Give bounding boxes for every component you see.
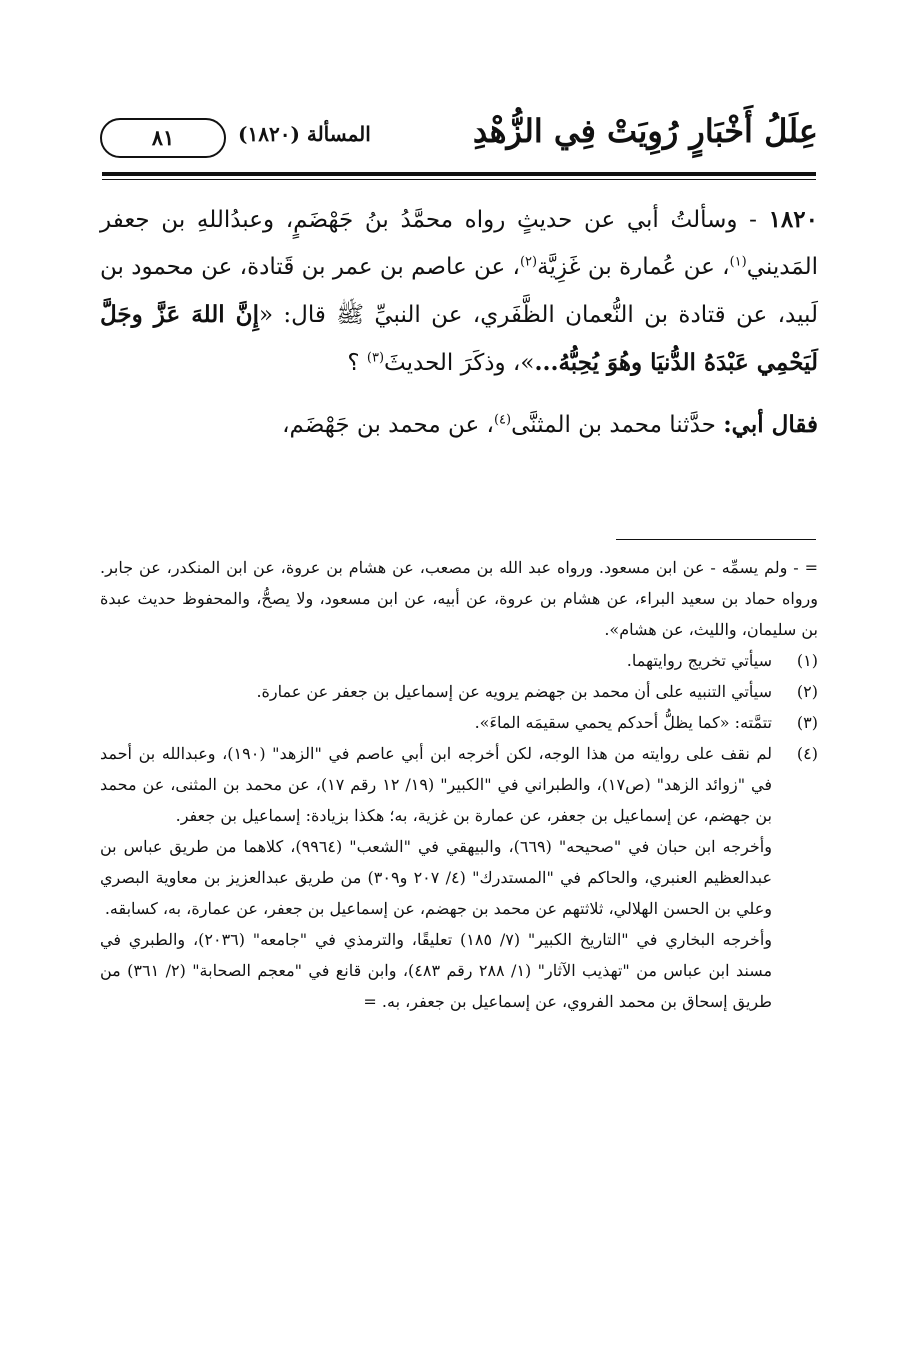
page-number: ٨١ — [100, 118, 226, 158]
footnote-mark: (١) — [796, 651, 818, 670]
header-rule-thick — [102, 172, 816, 176]
footnote-paragraph: وأخرجه ابن حبان في "صحيحه" (٦٦٩)، والبيهقي في "الشعب" (٩٩٦٤)، كلاهما من طريق عباس بن عبدالعظيم العنبري، والحاكم في "المستدرك" (٤/ ٢٠٧ و٣٠٩) من طريق عبدالعزيز بن معاوية البصري وعلي بن الحسن الهلالي، ثلاثتهم عن محمد بن جهضم، عن إسماعيل بن جعفر، عن عمارة، به، كسابقه. — [100, 837, 773, 918]
footnote-mark: (٤) — [796, 744, 818, 763]
answer-paragraph — [100, 401, 818, 449]
footnote-mark: (٢) — [796, 682, 818, 701]
main-text — [100, 196, 818, 449]
footnote-continuation: = - ولم يسمِّه - عن ابن مسعود. ورواه عبد الله بن مصعب، عن هشام بن عروة، عن ابن المنكدر، عن جابر. ورواه حماد بن سعيد البراء، عن هشام بن عروة، عن أبيه، عن ابن مسعود، ولا يصحُّ، والمحفوظ حديث عبدة بن سليمان، والليث، عن هشام». — [100, 558, 818, 639]
footnote-ref: (٤) — [493, 412, 512, 428]
text-run: ، عن عُمارة بن غَزِيَّة — [537, 254, 730, 280]
footnote-ref: (٢) — [519, 254, 538, 270]
footnote-ref: (٣) — [366, 350, 385, 366]
header-rule-thin — [102, 179, 816, 180]
text-run: حدَّثنا محمد بن المثنَّى — [511, 412, 724, 438]
issue-number: ١٨٢٠ — [768, 206, 818, 233]
footnote-body — [100, 707, 772, 738]
answer-lead: فقال أبي: — [723, 411, 818, 438]
footnote-body — [100, 676, 772, 707]
footnote-paragraph: وأخرجه البخاري في "التاريخ الكبير" (٧/ ١٨٥) تعليقًا، والترمذي في "جامعه" (٢٠٣٦)، والطبري في مسند ابن عباس من "تهذيب الآثار" (١/ ٢٨٨ رقم ٤٨٣)، وابن قانع في "معجم الصحابة" (٢/ ٣٦١) من طريق إسحاق بن محمد الفروي، عن إسماعيل بن جعفر، به. = — [100, 930, 773, 1011]
footnote-item — [100, 645, 818, 676]
footnote-item — [100, 738, 818, 1017]
book-title: عِلَلُ أَخْبَارٍ رُوِيَتْ فِي الزُّهْدِ — [472, 112, 818, 150]
footnote-body — [100, 738, 772, 1017]
footnote-separator — [616, 539, 816, 540]
text-run: - وسألتُ أبي عن حديثٍ رواه محمَّدُ بنُ جَهْضَمٍ، وعبدُاللهِ بن جعفر المَديني — [100, 207, 818, 280]
footnote-list — [100, 645, 818, 1017]
running-header — [100, 108, 818, 168]
footnote-body — [100, 645, 772, 676]
text-run: ، عن محمد بن جَهْضَم، — [282, 412, 494, 438]
footnote-ref: (١) — [729, 254, 747, 270]
text-run: ، عن عاصم بن عمر بن قَتادة، عن محمود بن لَبيد، عن قتادة بن النُّعمان الظَّفَري، عن النبيِّ ﷺ قال: « — [100, 254, 818, 328]
footnote-paragraph: سيأتي التنبيه على أن محمد بن جهضم يرويه عن إسماعيل بن جعفر عن عمارة. — [256, 682, 772, 701]
footnotes — [100, 552, 818, 1017]
footnote-paragraph: تتمَّته: «كما يظلُّ أحدكم يحمي سقيمَه الماءَ». — [474, 713, 772, 732]
hadith-quote: إِنَّ اللهَ عَزَّ وجَلَّ لَيَحْمِي عَبْدَهُ الدُّنيَا وهُوَ يُحِبُّهُ... — [100, 301, 818, 376]
footnote-item — [100, 676, 818, 707]
question-paragraph — [100, 196, 818, 387]
footnote-paragraph: لم نقف على روايته من هذا الوجه، لكن أخرجه ابن أبي عاصم في "الزهد" (١٩٠)، وعبدالله بن أحمد في "زوائد الزهد" (ص١٧)، والطبراني في "الكبير" (١٩/ ١٢ رقم ١٧)، عن محمد بن المثنى، عن محمد بن جهضم، عن إسماعيل بن جعفر، عن عمارة بن غزية، به؛ هكذا بزيادة: إسماعيل بن جعفر. — [100, 744, 773, 825]
footnote-paragraph: سيأتي تخريج روايتهما. — [626, 651, 772, 670]
footnote-item — [100, 707, 818, 738]
text-run: »، وذكَرَ الحديثَ — [384, 350, 535, 376]
issue-label: المسألة (١٨٢٠) — [238, 122, 371, 146]
footnote-mark: (٣) — [796, 713, 818, 732]
text-run: ؟ — [347, 350, 367, 376]
